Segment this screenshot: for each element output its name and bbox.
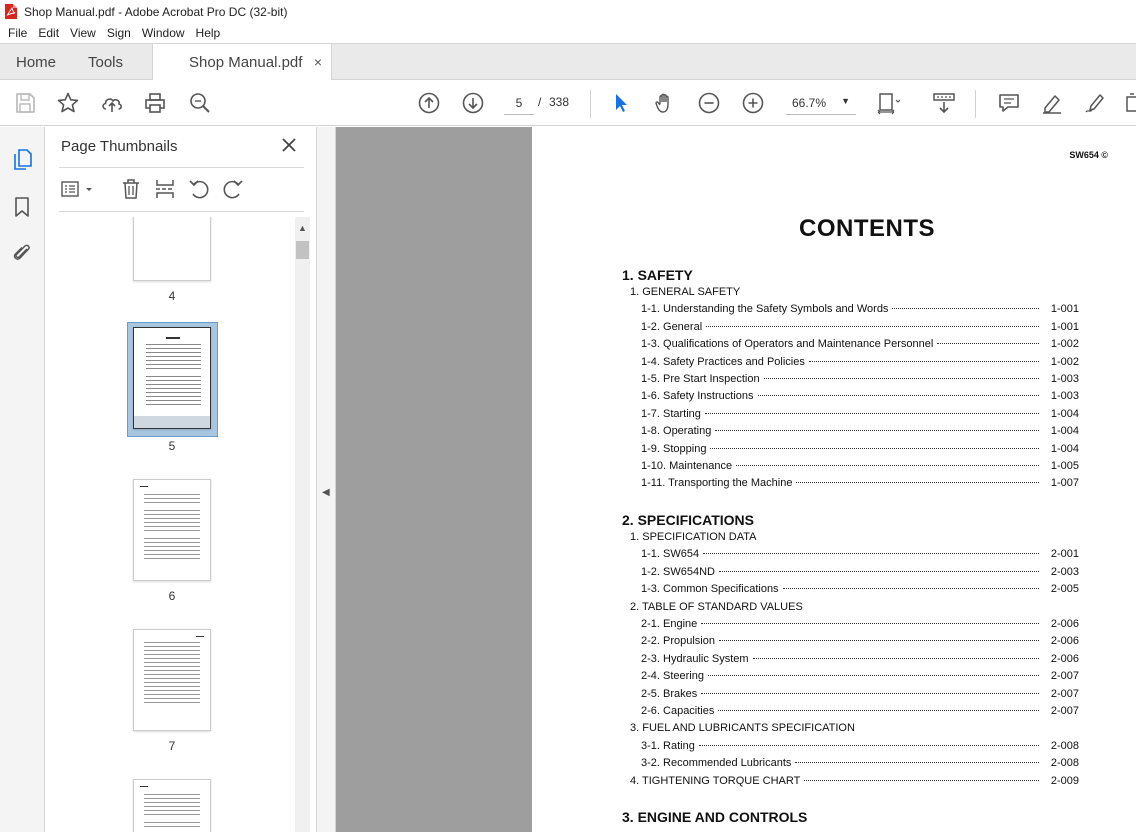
document-view[interactable] <box>336 127 1136 832</box>
toc-entry-label: 1-3. Common Specifications <box>641 583 779 596</box>
leader-dots <box>736 465 1039 466</box>
toc-entry[interactable] <box>641 390 1079 402</box>
thumbnail-page-number: 7 <box>168 739 176 753</box>
rotate-counterclockwise-icon[interactable] <box>187 177 211 201</box>
toc-entry-page: 1-004 <box>1050 407 1079 420</box>
acrobat-pdf-icon <box>4 4 17 19</box>
menu-help[interactable]: Help <box>195 26 221 40</box>
toc-entry-label: 2-5. Brakes <box>641 687 698 700</box>
toc-entry-page: 1-002 <box>1050 338 1079 351</box>
bookmarks-icon[interactable] <box>10 195 34 219</box>
toc-entry[interactable] <box>641 757 1079 769</box>
toc-entry-page: 1-005 <box>1050 460 1079 472</box>
close-panel-icon[interactable] <box>281 137 297 153</box>
toc-section-heading: 3. ENGINE AND CONTROLS <box>622 809 808 825</box>
toc-entry-label: 1-5. Pre Start Inspection <box>641 373 760 385</box>
thumbnail-page-number: 4 <box>168 289 176 303</box>
toolbar-divider <box>590 90 591 118</box>
toc-entry-label: 2-6. Capacities <box>641 705 715 717</box>
leader-dots <box>719 571 1039 572</box>
zoom-out-icon[interactable] <box>697 91 721 115</box>
toc-entry[interactable] <box>641 740 1079 752</box>
toc-entry[interactable] <box>641 705 1079 717</box>
toc-entry-page: 2-007 <box>1050 705 1079 717</box>
thumbnail-options-icon[interactable] <box>59 177 97 201</box>
panel-title: Page Thumbnails <box>61 138 178 155</box>
toc-entry-page: 1-003 <box>1050 390 1079 403</box>
bookmark-star-icon[interactable] <box>56 91 80 115</box>
next-page-icon[interactable] <box>461 91 485 115</box>
toc-entry-label: 1-2. General <box>641 320 703 333</box>
print-icon[interactable] <box>143 91 167 115</box>
toc-entry-page: 1-004 <box>1050 425 1079 438</box>
leader-dots <box>758 395 1040 396</box>
scroll-up-icon[interactable]: ▲ <box>298 223 307 233</box>
leader-dots <box>718 710 1039 711</box>
menu-sign[interactable]: Sign <box>106 26 131 40</box>
toc-entry-label: 1-6. Safety Instructions <box>641 390 754 403</box>
toc-entry-label: 1-11. Transporting the Machine <box>641 477 793 490</box>
toc-entry-page: 1-001 <box>1050 303 1079 316</box>
scroll-mode-icon[interactable] <box>932 91 956 115</box>
leader-dots <box>701 623 1039 624</box>
toc-entry[interactable] <box>641 548 1079 560</box>
toc-entry[interactable] <box>630 775 1079 787</box>
page-number-input[interactable] <box>504 91 534 115</box>
toc-entry-label: 1-10. Maintenance <box>641 460 733 472</box>
page-thumbnail-4[interactable] <box>133 217 211 281</box>
toc-entry-label: 2-1. Engine <box>641 618 698 630</box>
comment-icon[interactable] <box>997 91 1021 115</box>
page-fit-icon[interactable] <box>876 91 900 115</box>
leader-dots <box>706 326 1039 327</box>
tab-document[interactable] <box>152 44 332 80</box>
toc-entry[interactable] <box>641 321 1079 333</box>
toc-entry-label: 2-4. Steering <box>641 670 704 683</box>
toc-entry-label: 3-2. Recommended Lubricants <box>641 757 792 770</box>
leader-dots <box>809 361 1039 362</box>
page-total: 338 <box>549 95 570 109</box>
toc-subsection-heading: 1. GENERAL SAFETY <box>630 286 741 298</box>
toc-entry-label: 3-1. Rating <box>641 739 695 752</box>
thumbnail-page-number: 6 <box>168 589 176 603</box>
leader-dots <box>795 762 1039 763</box>
toc-section-heading: 1. SAFETY <box>622 267 693 283</box>
toc-entry-label: 1-2. SW654ND <box>641 565 715 578</box>
leader-dots <box>719 640 1039 641</box>
divider <box>59 211 304 212</box>
toc-entry[interactable] <box>641 618 1079 630</box>
leader-dots <box>715 430 1039 431</box>
scrollbar-thumb[interactable] <box>296 241 309 259</box>
attachments-icon[interactable] <box>10 241 34 265</box>
toc-entry-page: 2-007 <box>1050 670 1079 683</box>
toc-entry[interactable] <box>641 356 1079 368</box>
leader-dots <box>892 308 1039 309</box>
toc-entry-page: 2-006 <box>1050 618 1079 630</box>
leader-dots <box>705 413 1039 414</box>
upload-cloud-icon[interactable] <box>100 91 124 115</box>
draw-sign-icon[interactable] <box>1083 91 1107 115</box>
previous-page-icon[interactable] <box>417 91 441 115</box>
toc-entry-page: 1-003 <box>1050 373 1079 385</box>
toc-entry-page: 2-006 <box>1050 635 1079 648</box>
toc-entry-label: 2-2. Propulsion <box>641 635 715 648</box>
more-tools-icon[interactable] <box>1124 91 1136 115</box>
toc-entry-label: 1-3. Qualifications of Operators and Maintenance Personnel <box>641 338 934 351</box>
zoom-value: 66.7% <box>792 95 827 110</box>
pdf-page <box>532 127 1136 832</box>
toc-entry-page: 2-003 <box>1050 565 1079 578</box>
toc-entry-label: 1-1. SW654 <box>641 548 700 561</box>
find-zoom-icon[interactable] <box>188 91 212 115</box>
toc-subsection-heading: 2. TABLE OF STANDARD VALUES <box>630 600 803 613</box>
extract-pages-icon[interactable] <box>153 177 177 201</box>
toc-entry-page: 1-001 <box>1050 320 1079 333</box>
leader-dots <box>710 448 1039 449</box>
page-thumbnail-7[interactable] <box>133 629 211 731</box>
panel-collapse-strip[interactable] <box>317 127 336 832</box>
page-thumbnails-icon[interactable] <box>10 147 34 171</box>
document-code: SW654 © <box>1069 150 1108 160</box>
close-tab-icon[interactable]: × <box>313 54 322 70</box>
toc-entry[interactable] <box>641 477 1079 489</box>
left-navigation-rail <box>0 127 45 832</box>
zoom-dropdown[interactable] <box>786 91 856 115</box>
menu-edit[interactable]: Edit <box>38 26 60 40</box>
toc-entry-page: 2-009 <box>1050 774 1079 787</box>
toc-entry-page: 2-008 <box>1050 739 1079 752</box>
divider <box>59 167 304 168</box>
toc-entry[interactable] <box>641 670 1079 682</box>
menu-file[interactable]: File <box>8 26 28 40</box>
leader-dots <box>708 675 1039 676</box>
toc-entry-page: 1-004 <box>1050 442 1079 455</box>
leader-dots <box>937 343 1039 344</box>
toc-entry[interactable] <box>641 653 1079 665</box>
toc-entry[interactable] <box>641 460 1079 472</box>
toc-subsection-heading: 3. FUEL AND LUBRICANTS SPECIFICATION <box>630 722 855 735</box>
leader-dots <box>783 588 1039 589</box>
toc-entry-page: 2-001 <box>1050 548 1079 561</box>
leader-dots <box>753 658 1039 659</box>
toc-entry[interactable] <box>641 566 1079 578</box>
toc-entry[interactable] <box>641 303 1079 315</box>
toc-entry[interactable] <box>641 373 1079 385</box>
menu-window[interactable]: Window <box>141 26 185 40</box>
leader-dots <box>804 780 1039 781</box>
page-thumbnail-6[interactable] <box>133 479 211 581</box>
rotate-clockwise-icon[interactable] <box>221 177 245 201</box>
toc-entry-page: 1-007 <box>1050 477 1079 490</box>
toc-entry-page: 2-007 <box>1050 687 1079 700</box>
toc-entry[interactable] <box>641 338 1079 350</box>
page-thumbnail-5[interactable] <box>133 327 211 429</box>
toc-subsection-heading: 1. SPECIFICATION DATA <box>630 531 757 543</box>
leader-dots <box>764 378 1039 379</box>
toc-entry[interactable] <box>641 635 1079 647</box>
select-cursor-icon[interactable] <box>609 91 633 115</box>
toc-entry[interactable] <box>641 408 1079 420</box>
toc-entry[interactable] <box>641 443 1079 455</box>
toc-entry-label: 1-4. Safety Practices and Policies <box>641 355 805 368</box>
leader-dots <box>701 693 1039 694</box>
menu-bar <box>0 23 1136 43</box>
toc-entry[interactable] <box>641 688 1079 700</box>
tab-bar <box>0 43 1136 80</box>
toc-entry-label: 1-8. Operating <box>641 425 712 438</box>
window-title: Shop Manual.pdf - Adobe Acrobat Pro DC (32-bit) <box>24 4 288 19</box>
chevron-down-icon: ▼ <box>841 96 850 106</box>
toc-entry[interactable] <box>641 583 1079 595</box>
toc-entry-page: 1-002 <box>1050 355 1079 368</box>
toc-entry-label: 1-1. Understanding the Safety Symbols and Words <box>641 303 889 316</box>
thumbnail-list <box>45 217 295 832</box>
toc-entry-page: 2-006 <box>1050 652 1079 665</box>
tab-home[interactable]: Home <box>16 53 57 71</box>
collapse-arrow-icon[interactable]: ◀ <box>322 487 330 498</box>
toc-entry-label: 2-3. Hydraulic System <box>641 652 749 665</box>
menu-view[interactable]: View <box>70 26 96 40</box>
toc-entry-label: 1-7. Starting <box>641 407 701 420</box>
thumbnail-scrollbar[interactable] <box>295 217 310 832</box>
page-separator: / <box>538 95 542 109</box>
toc-entry[interactable] <box>641 425 1079 437</box>
page-thumbnails-panel <box>45 127 317 832</box>
thumbnail-page-number: 5 <box>168 439 176 453</box>
page-thumbnail-8[interactable] <box>133 779 211 832</box>
toc-entry-page: 2-008 <box>1050 757 1079 770</box>
leader-dots <box>796 482 1039 483</box>
toc-entry-page: 2-005 <box>1050 583 1079 596</box>
tab-tools[interactable]: Tools <box>88 53 124 71</box>
document-title: CONTENTS <box>799 215 935 242</box>
toc-entry-label: 4. TIGHTENING TORQUE CHART <box>630 774 801 787</box>
delete-pages-icon[interactable] <box>119 177 143 201</box>
toolbar-divider <box>975 90 976 118</box>
toc-section-heading: 2. SPECIFICATIONS <box>622 512 754 528</box>
toc-entry-label: 1-9. Stopping <box>641 442 707 455</box>
save-icon[interactable] <box>13 91 37 115</box>
leader-dots <box>699 745 1039 746</box>
hand-tool-icon[interactable] <box>653 91 677 115</box>
highlight-pen-icon[interactable] <box>1040 91 1064 115</box>
title-bar <box>0 0 1136 23</box>
zoom-in-icon[interactable] <box>741 91 765 115</box>
tab-document-label: Shop Manual.pdf <box>189 53 303 71</box>
leader-dots <box>703 553 1039 554</box>
